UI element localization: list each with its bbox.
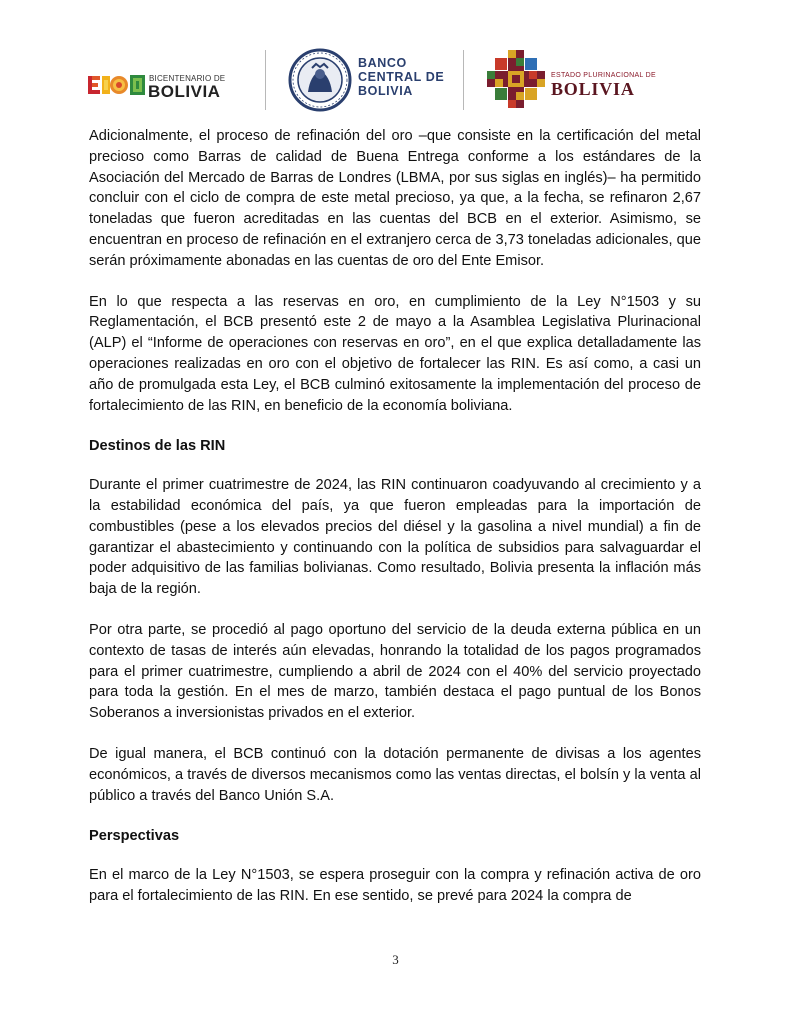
paragraph-reservas-oro: En lo que respecta a las reservas en oro, en cumplimiento de la Ley N°1503 y su Reglamentación, el BCB presentó este 2 de mayo a la Asamblea Legislativa Plurinacional (ALP) el “Informe de operaciones con reservas en oro”, en el que explica detalladamente las operaciones realizadas en oro con el objetivo de fortalecer las RIN. Es así como, a casi un año de promulgada esta Ley, el BCB culminó exitosamente la implementación del proceso de fortalecimiento de las RIN, en beneficio de la economía boliviana. [89,293,701,414]
bcb-name-line1: BANCO [358,56,407,70]
bcb-name-line2: CENTRAL DE [358,70,445,84]
bcb-seal-icon [288,48,352,112]
bicentenario-big-text: BOLIVIA [148,82,221,101]
page-header [0,44,791,116]
estado-emblem-icon [485,48,547,110]
document-body [89,126,701,927]
paragraph-deuda-externa: Por otra parte, se procedió al pago oportuno del servicio de la deuda externa pública en un contexto de tasas de interés aún elevadas, honrando la totalidad de los pagos programados para el primer cuatrimestre, cumpliendo a abril de 2024 con el 40% del servicio proyectado para toda la gestión. En el mes de marzo, también destaca el pago puntual de los Bonos Soberanos a inversionistas privados en el exterior. [89,621,701,722]
estado-big-text: BOLIVIA [551,79,635,99]
bcb-name [358,56,444,98]
bcb-logo [288,48,458,112]
paragraph-divisas: De igual manera, el BCB continuó con la dotación permanente de divisas a los agentes económicos, a través de diversos mecanismos como las ventas directas, el bolsín y la venta al público a través del Banco Unión S.A. [89,745,701,804]
bicentenario-logo [88,64,248,104]
section-heading-destinos: Destinos de las RIN [89,438,226,455]
paragraph-refinacion-oro: Adicionalmente, el proceso de refinación del oro –que consiste en la certificación del metal precioso como Barras de calidad de Buena Entrega conforme a los estándares de la Asociación del Mercado de Barras de Londres (LBMA, por sus siglas en inglés)– ha permitido concluir con el ciclo de compra de este metal precioso, ya que, a la fecha, se refinaron 2,67 toneladas que fueron acreditadas en las cuentas del BCB en el exterior. Asimismo, se encuentran en proceso de refinación en el extranjero cerca de 3,73 toneladas adicionales, que serán próximamente abonadas en las cuentas de oro del Ente Emisor. [89,128,701,269]
header-divider [265,50,266,110]
bicentenario-logo-icon [88,72,146,98]
bicentenario-small-text: BICENTENARIO DE [149,74,226,83]
bcb-name-line3: BOLIVIA [358,84,413,98]
paragraph-perspectivas: En el marco de la Ley N°1503, se espera proseguir con la compra y refinación activa de oro para el fortalecimiento de las RIN. En ese sentido, se prevé para 2024 la compra de [89,867,701,904]
paragraph-destinos-rin: Durante el primer cuatrimestre de 2024, las RIN continuaron coadyuvando al crecimiento y a la estabilidad económica del país, ya que fueron empleadas para la importación de combustibles (pese a los elevados precios del diésel y la gasolina a nivel mundial) a fin de garantizar el abastecimiento y continuando con la política de subsidios para salvaguardar el poder adquisitivo de las familias bolivianas. Como resultado, Bolivia presenta la inflación más baja de la región. [89,477,701,598]
estado-plurinacional-logo [485,48,656,112]
page-number: 3 [392,952,399,967]
estado-small-text: ESTADO PLURINACIONAL DE [551,72,656,79]
section-heading-perspectivas: Perspectivas [89,828,180,845]
header-divider [463,50,464,110]
